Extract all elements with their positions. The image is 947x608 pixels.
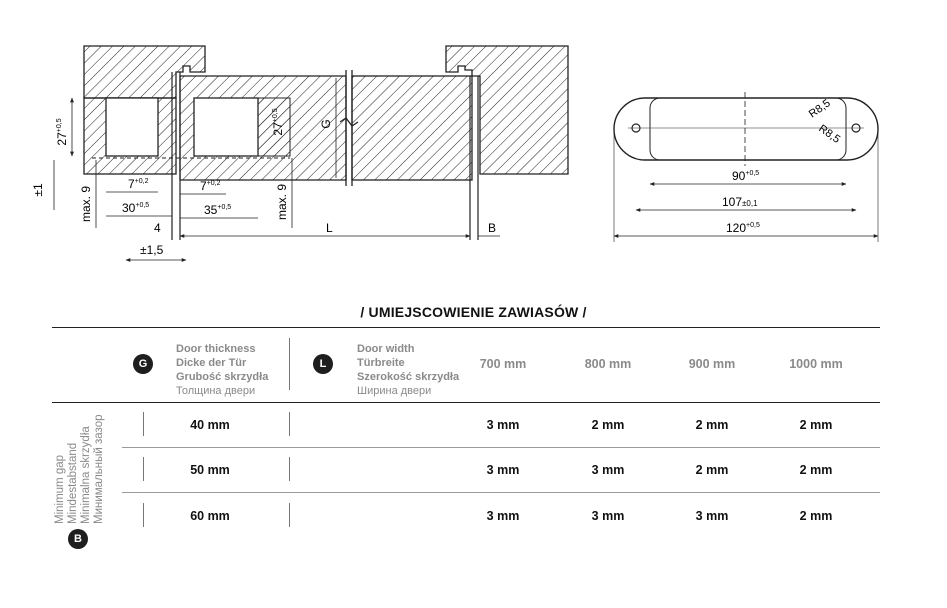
- dim-27-right-label: $27^{+0,5}$: [271, 108, 285, 136]
- row-separator-right: [289, 503, 290, 527]
- width-header-1000: 1000 mm: [789, 357, 843, 371]
- row-separator-left: [143, 412, 144, 436]
- cell-40-1000: 2 mm: [799, 418, 833, 432]
- dim-r85-top-label: R8,5: [806, 97, 833, 121]
- hinge-technical-drawing: [0, 0, 947, 290]
- header-separator: [289, 338, 290, 390]
- dim-max9-right-label: max. 9: [275, 183, 289, 221]
- row-thickness-60: 60 mm: [190, 509, 230, 523]
- table-top-rule: [52, 327, 880, 328]
- row-rule: [122, 492, 880, 493]
- dim-max9-left-label: max. 9: [79, 185, 93, 223]
- dim-7-right-label: $7^{+0,2}$: [200, 179, 221, 193]
- dim-pm1-label: ±1: [31, 183, 45, 197]
- badge-g: G: [133, 354, 153, 374]
- dim-90-label: $90^{+0,5}$: [732, 169, 760, 183]
- dim-b-label: B: [488, 221, 497, 235]
- dim-35-label: $35^{+0,5}$: [204, 203, 232, 217]
- row-thickness-50: 50 mm: [190, 463, 230, 477]
- dim-r85-bottom-label: R8,5: [816, 122, 843, 146]
- cell-50-900: 2 mm: [695, 463, 729, 477]
- cell-60-800: 3 mm: [591, 509, 625, 523]
- dim-30-label: $30^{+0,5}$: [122, 201, 150, 215]
- cell-50-700: 3 mm: [486, 463, 520, 477]
- dim-g-label: G: [319, 119, 333, 129]
- section-title: / UMIEJSCOWIENIE ZAWIASÓW /: [360, 304, 587, 320]
- dim-7-left-label: $7^{+0,2}$: [128, 177, 149, 191]
- door-thickness-header: Door thickness Dicke der Tür Grubość skrzydła Толщина двери: [176, 343, 269, 397]
- cell-60-1000: 2 mm: [799, 509, 833, 523]
- dim-107-label: 107±0,1: [722, 195, 758, 209]
- width-header-700: 700 mm: [479, 357, 527, 371]
- row-separator-left: [143, 503, 144, 527]
- cell-40-700: 3 mm: [486, 418, 520, 432]
- cell-60-900: 3 mm: [695, 509, 729, 523]
- badge-b: B: [68, 529, 88, 549]
- dim-4-label: 4: [154, 221, 161, 235]
- row-thickness-40: 40 mm: [190, 418, 230, 432]
- cell-50-800: 3 mm: [591, 463, 625, 477]
- door-width-header: Door width Türbreite Szerokość skrzydła Ширина двери: [357, 343, 460, 397]
- cell-50-1000: 2 mm: [799, 463, 833, 477]
- row-separator-right: [289, 412, 290, 436]
- cell-40-900: 2 mm: [695, 418, 729, 432]
- header-bottom-rule: [52, 402, 880, 403]
- mounting-plate-drawing: [614, 92, 878, 242]
- dim-27-label: $27^{+0,5}$: [55, 118, 69, 146]
- cell-60-700: 3 mm: [486, 509, 520, 523]
- badge-l: L: [313, 354, 333, 374]
- width-header-800: 800 mm: [584, 357, 632, 371]
- cell-40-800: 2 mm: [591, 418, 625, 432]
- row-separator-right: [289, 457, 290, 481]
- dim-l-label: L: [326, 221, 333, 235]
- width-header-900: 900 mm: [688, 357, 736, 371]
- dim-pm15-label: ±1,5: [140, 243, 164, 257]
- row-rule: [122, 447, 880, 448]
- minimum-gap-header: Minimum gap Mindestabstand Minimalna skrzydła Минимальный зазор: [54, 414, 105, 524]
- dim-120-label: $120^{+0,5}$: [726, 221, 760, 235]
- row-separator-left: [143, 457, 144, 481]
